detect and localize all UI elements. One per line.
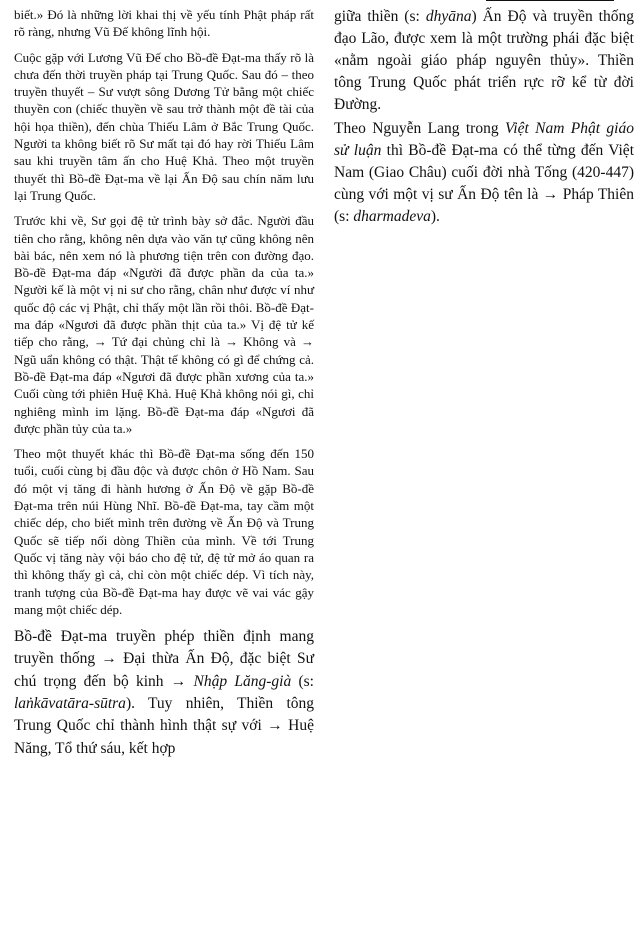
paragraph-5-text-c: ). Tuy nhiên, Thiền tông Trung Quốc chỉ thành hình thật sự với → Huệ Năng, Tổ thứ sáu, kết hợp — [14, 694, 314, 757]
paragraph-5-text-a: Bồ-đề Đạt-ma truyền phép thiền định mang truyền thống → Đại thừa Ấn Độ, đặc biệt Sư chú trọng đến bộ kinh → — [14, 628, 314, 690]
paragraph-5-text-b: (s: — [291, 672, 314, 690]
paragraph-4: Theo một thuyết khác thì Bồ-đề Đạt-ma sống đến 150 tuổi, cuối cùng bị đầu độc và được chôn ở Hồ Nam. Sau đó một vị tăng đi hành hương ở Ấn Độ về gặp Bồ-đề Đạt-ma trên núi Hùng Nhĩ. Bồ-đề Đạt-ma, tay cầm một chiếc dép, cho biết mình trên đường về Ấn Độ và Trung Quốc sẽ tiếp nối dòng Thiền của mình. Về tới Trung Quốc vị tăng này vội báo cho đệ tử, đệ tử mở áo quan ra thì không thấy gì cả, chỉ còn một chiếc dép. Vì tích này, tranh tượng của Bồ-đề Đạt-ma hay được vẽ vai vác gậy mang một chiếc dép. — [14, 446, 314, 617]
paragraph-6-text-b: ) Ấn Độ và truyền thống đạo Lão, được xem là một trường phái đặc biệt «nằm ngoài giáo pháp nguyên thủy». Thiền tông Trung Quốc phát triển rực rỡ kể từ đời Đường. — [334, 8, 634, 113]
paragraph-7-text-a: Theo Nguyễn Lang trong — [334, 120, 505, 137]
sanskrit-term-dhyana: dhyāna — [425, 8, 472, 25]
paragraph-6 — [334, 6, 634, 116]
paragraph-6-text-a: giữa thiền (s: — [334, 8, 426, 25]
paragraph-7-text-c: ). — [430, 208, 440, 225]
paragraph-3: Trước khi về, Sư gọi đệ tử trình bày sở đắc. Người đầu tiên cho rằng, không nên dựa vào văn tự cũng không nên bài bác, nên xem nó là phương tiện trên con đường đạo. Bồ-đề Đạt-ma đáp «Người đã được phần da của ta.» Người kế là một vị ni sư cho rằng, chân như được ví như quốc độ các vị Phật, chỉ thấy một lần rồi thôi. Bồ-đề Đạt-ma đáp «Ngươi đã được phần thịt của ta.» Vị đệ tử kế tiếp cho rằng, → Tứ đại chủng chỉ là → Không và → Ngũ uẩn không có thật. Thật tế không có gì để chứng cả. Bồ-đề Đạt-ma đáp «Ngươi đã được phần xương của ta.» Cuối cùng tới phiên Huệ Khả. Huệ Khả không nói gì, chỉ nghiêng mình im lặng. Bồ-đề Đạt-ma đáp «Ngươi đã được phần tủy của ta.» — [14, 213, 314, 436]
left-column — [14, 6, 314, 768]
right-column — [334, 6, 634, 230]
paragraph-2: Cuộc gặp với Lương Vũ Đế cho Bồ-đề Đạt-ma thấy rõ là chưa đến thời truyền pháp tại Trung Quốc. Sau đó – theo truyền thuyết – Sư vượt sông Dương Tử bằng một chiếc thuyền con (chiếc thuyền về sau trở thành một đề tài của hội họa thiền), đến chùa Thiếu Lâm ở Bắc Trung Quốc. Người ta không biết rõ Sư mất tại đó hay rời Thiếu Lâm sau khi truyền tâm ấn cho Huệ Khả. Theo một truyền thuyết thì Bồ-đề Đạt-ma về lại Ấn Độ sau chín năm lưu lại Trung Quốc. — [14, 49, 314, 203]
sanskrit-term-lankavatara: laṅkāvatāra-sūtra — [14, 694, 126, 712]
paragraph-7-text-b: thì Bồ-đề Đạt-ma có thể từng đến Việt Nam (Giao Châu) cuối đời nhà Tống (420-447) cùng với một vị sư Ấn Độ tên là → Pháp Thiên (s: — [334, 142, 634, 225]
book-title-vietnam-phat-giao: Việt Nam Phật giáo sử luận — [334, 120, 634, 159]
header-rule — [486, 0, 614, 1]
sanskrit-term-dharmadeva: dharmadeva — [353, 208, 431, 225]
paragraph-1: biết.» Đó là những lời khai thị về yếu tính Phật pháp rất rõ ràng, nhưng Vũ Đế không lĩnh hội. — [14, 7, 314, 40]
book-title-lankavatara: Nhập Lăng-già — [193, 672, 292, 690]
paragraph-7 — [334, 118, 634, 228]
paragraph-5 — [14, 626, 314, 760]
